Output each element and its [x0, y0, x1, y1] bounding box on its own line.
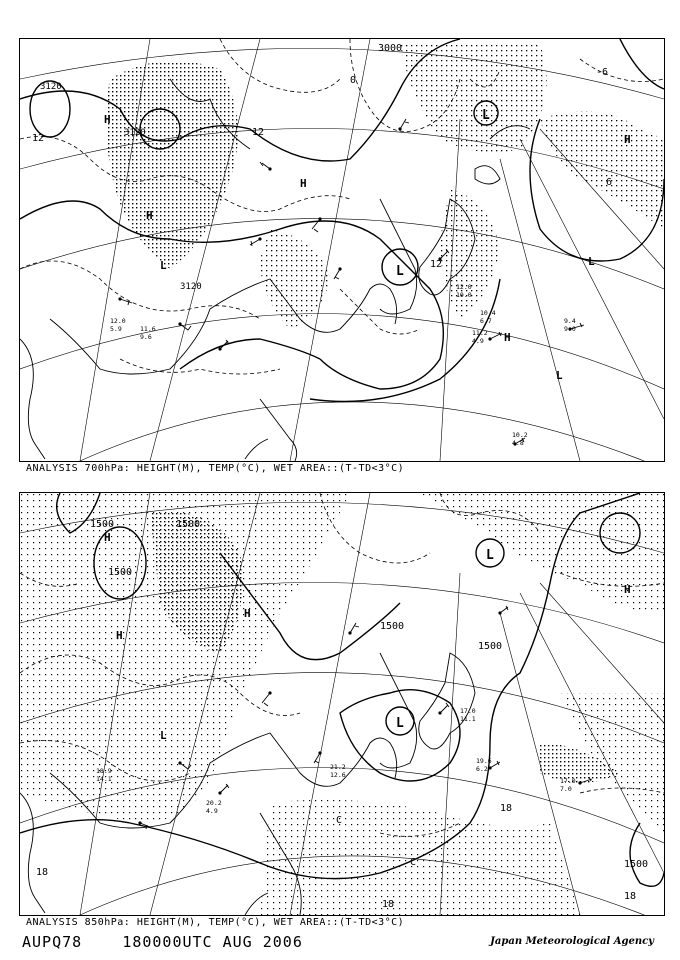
station-value: 18.9: [96, 767, 112, 775]
station-value: 21.2: [330, 763, 346, 771]
contour-label: 3120: [40, 82, 62, 92]
bulletin-header: [22, 933, 303, 951]
contour-label: 3000: [378, 43, 403, 54]
isotherm-label: 0: [350, 75, 357, 86]
station-value: 11.6: [140, 325, 156, 333]
contour-label: 1500: [624, 859, 649, 870]
low-pressure-mark: L: [160, 729, 167, 742]
chart-caption-850hpa: ANALYSIS 850hPa: HEIGHT(M), TEMP(°C), WET AREA::(T-TD<3°C): [26, 917, 405, 928]
contour-label: 1500: [478, 641, 503, 652]
low-pressure-mark: L: [160, 259, 167, 272]
isotherm-label: 18: [624, 891, 637, 902]
isotherm-label: 12: [32, 133, 45, 144]
high-pressure-mark: H: [146, 209, 153, 222]
contour-label: 3120: [180, 282, 202, 292]
bulletin-code: AUPQ78: [22, 933, 83, 951]
station-value: 4.8: [512, 439, 524, 447]
contour-label: 1500: [380, 621, 405, 632]
high-pressure-mark: H: [504, 331, 511, 344]
low-pressure-mark: L: [556, 369, 563, 382]
contour-label: 1500: [90, 519, 115, 530]
bulletin-datetime: 180000UTC AUG 2006: [122, 933, 303, 951]
high-pressure-mark: H: [116, 629, 123, 642]
station-value: 17.0: [460, 707, 476, 715]
contour-label: 1500: [108, 567, 133, 578]
station-value: 17.0: [560, 777, 576, 785]
map-canvas-700hpa: [20, 39, 664, 461]
station-value: 11.1: [460, 715, 476, 723]
station-value: 9.4: [564, 317, 576, 325]
high-pressure-mark: H: [244, 607, 251, 620]
station-value: 19.6: [476, 757, 492, 765]
wet-area-shading: [20, 493, 664, 915]
high-pressure-mark: H: [300, 177, 307, 190]
low-pressure-mark: L: [482, 108, 490, 123]
high-pressure-mark: H: [104, 531, 111, 544]
isotherm-label: 12: [252, 127, 265, 138]
station-value: 6.7: [480, 317, 492, 325]
station-value: 12.0: [110, 317, 126, 325]
map-canvas-850hpa: [20, 493, 664, 915]
station-value: 14.1: [96, 775, 112, 783]
upper-air-chart-850hpa: [19, 492, 665, 916]
station-value: 10.0: [456, 291, 472, 299]
station-value: 9.0: [564, 325, 576, 333]
station-value: 12.6: [330, 771, 346, 779]
high-pressure-mark: H: [624, 583, 631, 596]
isotherm-label: C: [410, 857, 417, 868]
station-value: 7.0: [560, 785, 572, 793]
station-value: 9.6: [140, 333, 152, 341]
isotherm-label: 6: [606, 177, 613, 188]
high-pressure-mark: H: [104, 113, 111, 126]
upper-air-chart-700hpa: [19, 38, 665, 462]
low-pressure-mark: L: [396, 716, 404, 731]
isotherm-label: 18: [500, 803, 513, 814]
station-value: 10.2: [512, 431, 528, 439]
low-pressure-mark: L: [396, 264, 404, 279]
station-value: 6.2: [476, 765, 488, 773]
station-value: 4.9: [206, 807, 218, 815]
isotherm-label: 18: [36, 867, 49, 878]
isotherm-label: 12: [430, 259, 443, 270]
station-value: 5.9: [110, 325, 122, 333]
station-value: 12.0: [456, 283, 472, 291]
agency-name: Japan Meteorological Agency: [490, 936, 654, 947]
station-value: 11.2: [472, 329, 488, 337]
contour-label: 3120: [124, 128, 146, 138]
chart-caption-700hpa: ANALYSIS 700hPa: HEIGHT(M), TEMP(°C), WET AREA::(T-TD<3°C): [26, 463, 405, 474]
isotherm-label: -6: [596, 67, 609, 78]
high-pressure-mark: H: [624, 133, 631, 146]
contour-label: 1500: [176, 519, 201, 530]
low-pressure-mark: L: [486, 548, 494, 563]
isotherm-label: 18: [382, 899, 395, 910]
station-value: 4.9: [472, 337, 484, 345]
station-value: 10.4: [480, 309, 496, 317]
station-value: 20.2: [206, 799, 222, 807]
isotherm-label: C: [336, 815, 343, 826]
low-pressure-mark: L: [588, 255, 595, 268]
